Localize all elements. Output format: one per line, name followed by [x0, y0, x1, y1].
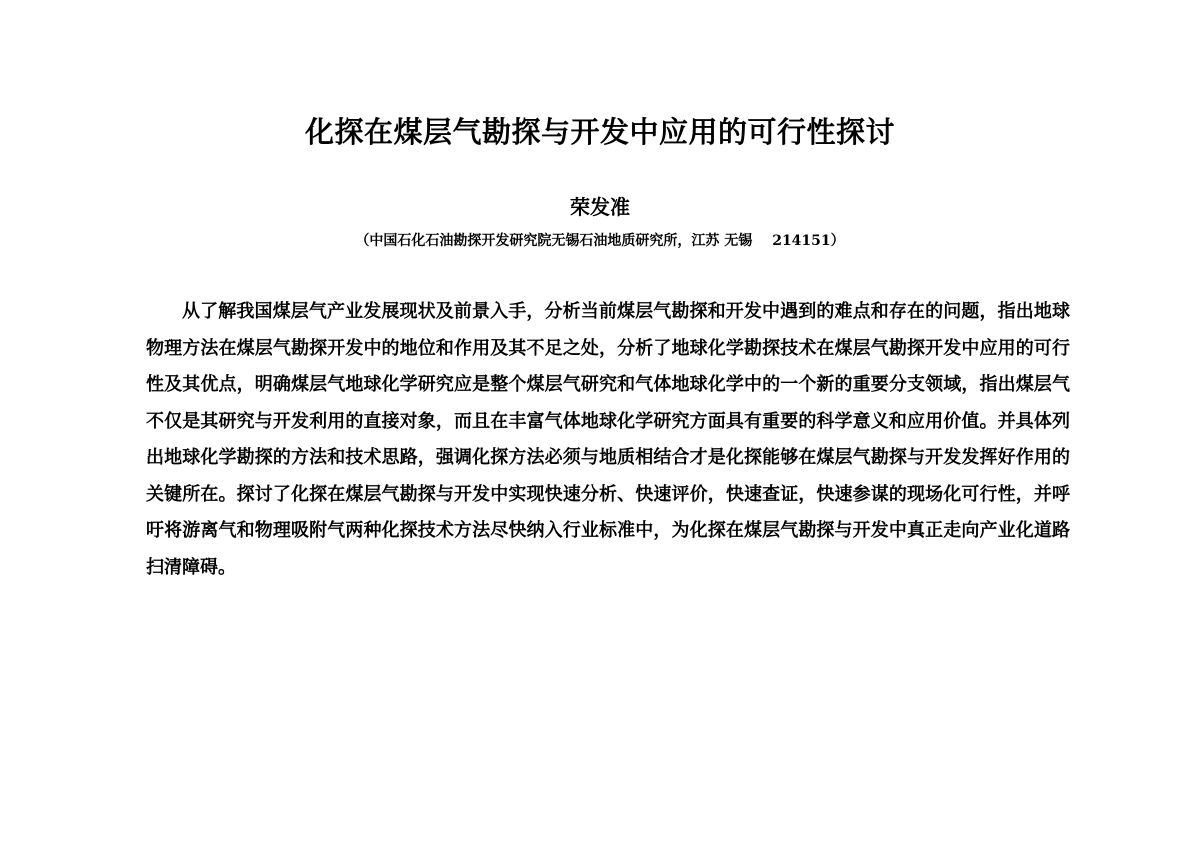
abstract-paragraph: 从了解我国煤层气产业发展现状及前景入手，分析当前煤层气勘探和开发中遇到的难点和存在的问题，指出地球物理方法在煤层气勘探开发中的地位和作用及其不足之处，分析了地球化学勘探技术在煤层气勘探开发中应用的可行性及其优点，明确煤层气地球化学研究应是整个煤层气研究和气体地球化学中的一个新的重要分支领域，指出煤层气不仅是其研究与开发利用的直接对象，而且在丰富气体地球化学研究方面具有重要的科学意义和应用价值。并具体列出地球化学勘探的方法和技术思路，强调化探方法必须与地质相结合才是化探能够在煤层气勘探与开发发挥好作用的关键所在。探讨了化探在煤层气勘探与开发中实现快速分析、快速评价，快速查证，快速参谋的现场化可行性，并呼吁将游离气和物理吸附气两种化探技术方法尽快纳入行业标准中，为化探在煤层气勘探与开发中真正走向产业化道路扫清障碍。	[146, 301, 1070, 578]
paper-title: 化探在煤层气勘探与开发中应用的可行性探讨	[304, 115, 895, 149]
affiliation-postcode: 214151）	[772, 233, 845, 249]
author-name: 荣发准	[570, 195, 630, 219]
affiliation-text: （中国石化石油勘探开发研究院无锡石油地质研究所，江苏 无锡	[355, 233, 753, 249]
author-affiliation	[0, 231, 1200, 251]
